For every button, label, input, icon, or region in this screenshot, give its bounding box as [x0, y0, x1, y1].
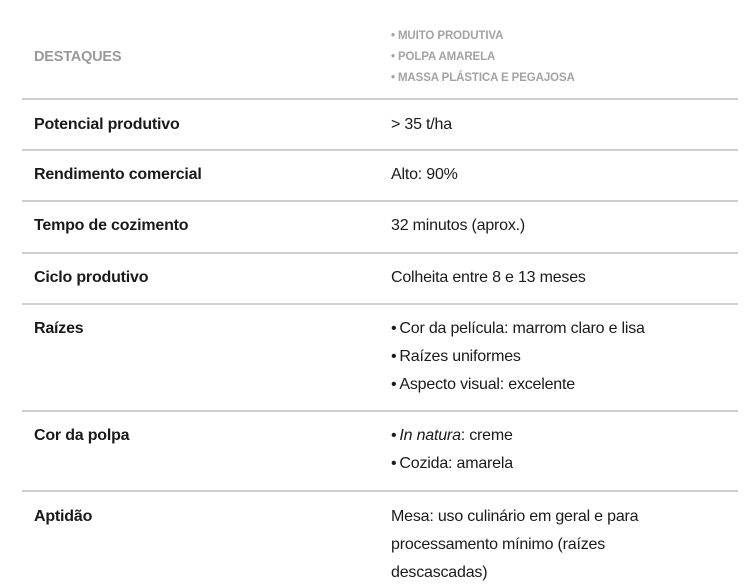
aptitude-text — [391, 503, 638, 587]
potential-label: Potencial produtivo — [34, 116, 180, 133]
list-item: • Cor da película: marrom claro e lisa — [391, 320, 645, 337]
list-item: • Raízes uniformes — [391, 348, 521, 365]
list-item: • Aspecto visual: excelente — [391, 376, 575, 393]
pulp-label: Cor da polpa — [34, 427, 130, 444]
aptitude-line: Mesa: uso culinário em geral e para — [391, 508, 639, 525]
list-item: • In natura: creme — [391, 427, 513, 444]
roots-label: Raízes — [34, 320, 84, 337]
aptitude-label: Aptidão — [34, 508, 93, 525]
aptitude-line: processamento mínimo (raízes — [391, 536, 606, 553]
yield-row — [22, 151, 738, 202]
aptitude-line: descascadas) — [391, 564, 488, 581]
cycle-label: Ciclo produtivo — [34, 269, 149, 286]
variety-spec-table — [22, 0, 738, 587]
pulp-row — [22, 412, 738, 492]
cooking-value: 32 minutos (aprox.) — [391, 217, 526, 234]
potential-row — [22, 100, 738, 151]
pulp-list — [391, 422, 513, 478]
aptitude-row — [22, 492, 738, 587]
cycle-row — [22, 254, 738, 305]
cycle-value: Colheita entre 8 e 13 meses — [391, 269, 586, 286]
list-item: • Cozida: amarela — [391, 455, 513, 472]
cooking-row — [22, 202, 738, 254]
roots-list — [391, 315, 645, 399]
highlights-label: DESTAQUES — [34, 49, 122, 65]
highlight-item: • MUITO PRODUTIVA — [391, 30, 504, 42]
yield-value: Alto: 90% — [391, 166, 458, 183]
highlight-item: • MASSA PLÁSTICA E PEGAJOSA — [391, 72, 575, 84]
highlight-item: • POLPA AMARELA — [391, 51, 496, 63]
yield-label: Rendimento comercial — [34, 166, 202, 183]
potential-value: > 35 t/ha — [391, 116, 452, 133]
cooking-label: Tempo de cozimento — [34, 217, 189, 234]
highlights-row — [22, 0, 738, 100]
roots-row — [22, 305, 738, 412]
highlights-list — [391, 26, 575, 89]
